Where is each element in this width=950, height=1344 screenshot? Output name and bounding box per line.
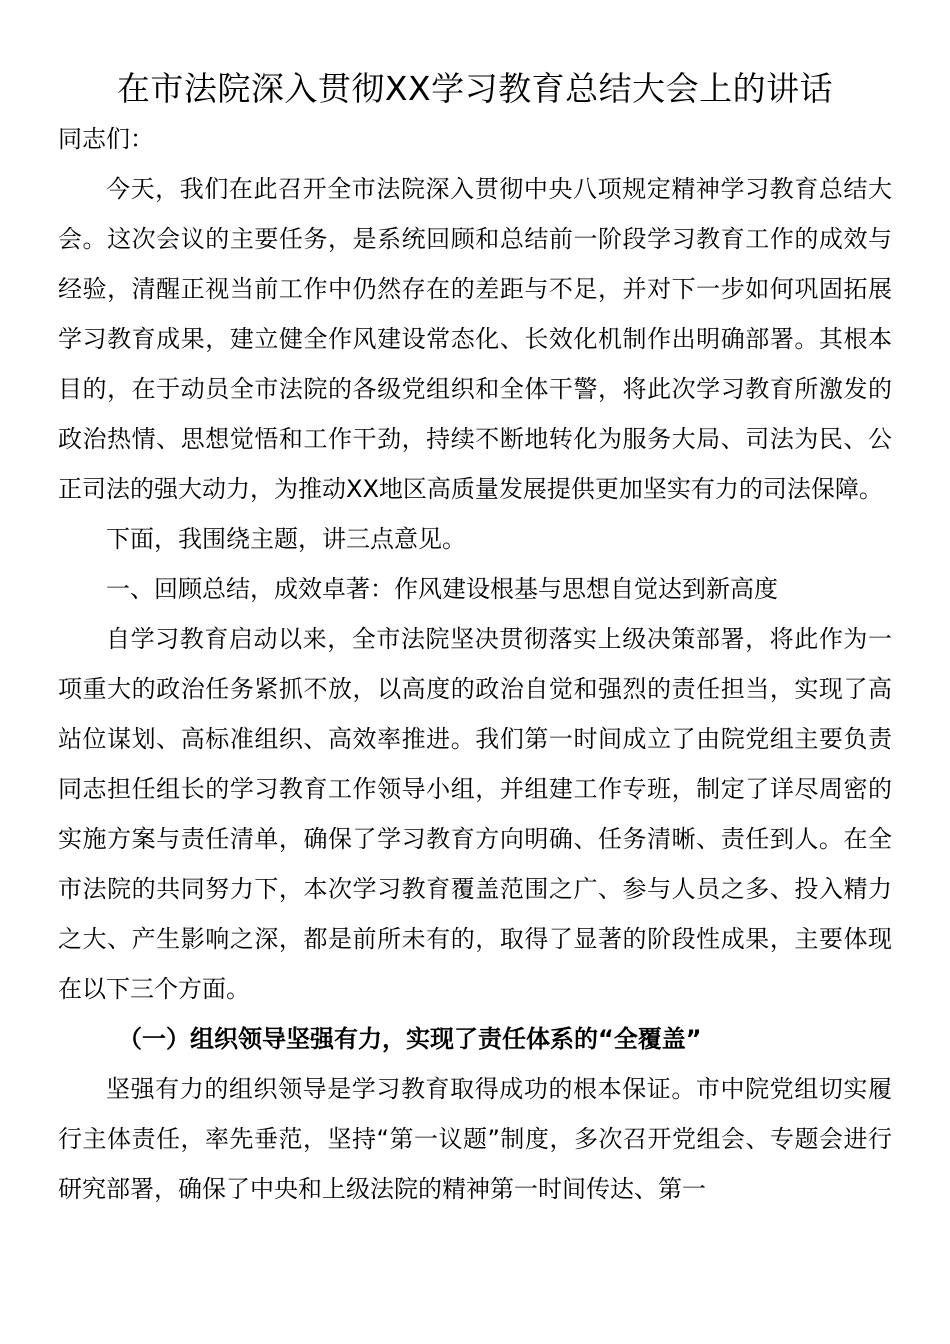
document-title: 在市法院深入贯彻XX学习教育总结大会上的讲话 (116, 69, 834, 108)
subsection-1-paragraph: 坚强有力的组织领导是学习教育取得成功的根本保证。市中院党组切实履行主体责任，率先垂范，坚持“第一议题”制度，多次召开党组会、专题会进行研究部署，确保了中央和上级法院的精神第一时间传达、第一 (58, 1075, 892, 1203)
intro-paragraph: 今天，我们在此召开全市法院深入贯彻中央八项规定精神学习教育总结大会。这次会议的主要任务，是系统回顾和总结前一阶段学习教育工作的成效与经验，清醒正视当前工作中仍然存在的差距与不足，并对下一步如何巩固拓展学习教育成果，建立健全作风建设常态化、长效化机制作出明确部署。其根本目的，在于动员全市法院的各级党组织和全体干警，将此次学习教育所激发的政治热情、思想觉悟和工作干劲，持续不断地转化为服务大局、司法为民、公正司法的强大动力，为推动XX地区高质量发展提供更加坚实有力的司法保障。 (58, 175, 892, 503)
document-page (58, 64, 892, 1214)
salutation: 同志们： (58, 125, 154, 153)
section-heading-1: 一、回顾总结，成效卓著：作风建设根基与思想自觉达到新高度 (106, 575, 778, 603)
section-1-paragraph: 自学习教育启动以来，全市法院坚决贯彻落实上级决策部署，将此作为一项重大的政治任务紧抓不放，以高度的政治自觉和强烈的责任担当，实现了高站位谋划、高标准组织、高效率推进。我们第一时间成立了由院党组主要负责同志担任组长的学习教育工作领导小组，并组建工作专班，制定了详尽周密的实施方案与责任清单，确保了学习教育方向明确、任务清晰、责任到人。在全市法院的共同努力下，本次学习教育覆盖范围之广、参与人员之多、投入精力之大、产生影响之深，都是前所未有的，取得了显著的阶段性成果，主要体现在以下三个方面。 (58, 625, 892, 1003)
outline-paragraph: 下面，我围绕主题，讲三点意见。 (106, 525, 466, 553)
subsection-heading-1: （一）组织领导坚强有力，实现了责任体系的“全覆盖” (118, 1025, 702, 1053)
